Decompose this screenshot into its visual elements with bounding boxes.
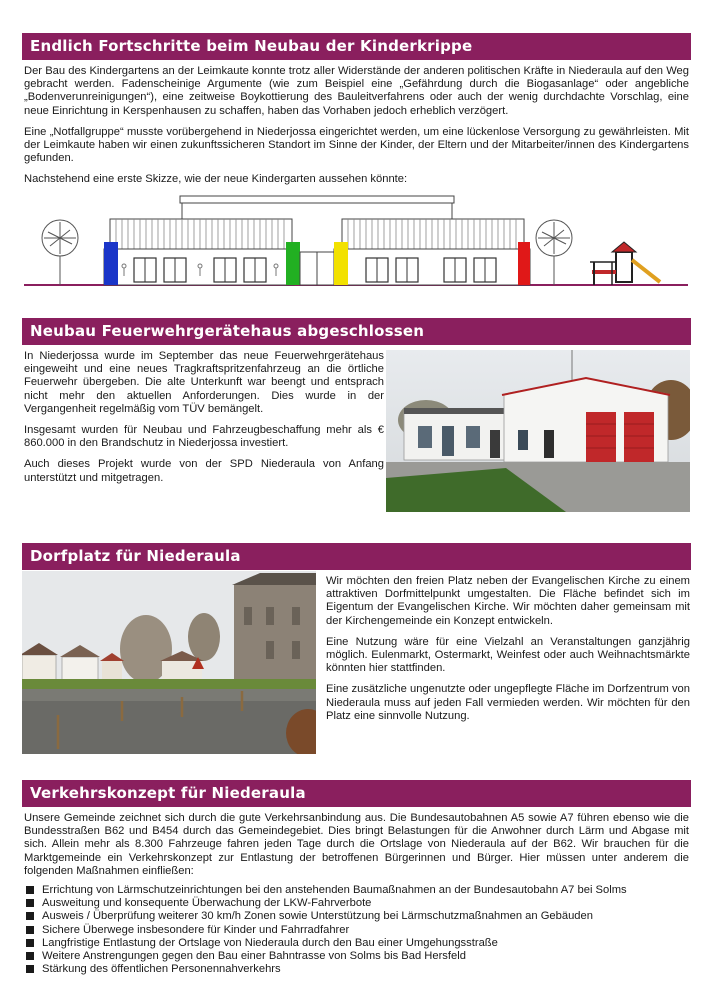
village-square-photo — [22, 571, 316, 754]
section-heading: Endlich Fortschritte beim Neubau der Kinderkrippe — [22, 33, 691, 60]
section-kinderkrippe — [22, 33, 691, 195]
list-item: Weitere Anstrengungen gegen den Bau einer Bahntrasse von Solms bis Bad Hersfeld — [24, 950, 689, 963]
paragraph: Der Bau des Kindergartens an der Leimkaute konnte trotz aller Widerstände der anderen politischen Kräfte in Niederaula auf den Weg gebracht werden. Fadenscheinige Argumente (wie zum Beispiel eine „Gefährdung durch die Biogasanlage“ oder angebliche „Bodenverunreinigungen“), eine zeitweise Boykottierung des Bauleitverfahrens oder auch der wenig durchdachte Vorschlag, eine neue Einrichtung in Kerspenhausen zu schaffen, haben das Vorhaben jedoch erheblich verzögert. — [24, 65, 689, 117]
paragraph: Wir möchten den freien Platz neben der Evangelischen Kirche zu einem attraktiven Dorfmittelpunkt umgestalten. Die Fläche befindet sich im Eigentum der Evangelischen Kirche. Wir möchten daher gemeinsam mit der Kirchengemeinde ein Konzept entwickeln. — [326, 575, 690, 627]
list-item: Ausweis / Überprüfung weiterer 30 km/h Zonen sowie Unterstützung bei Lärmschutzmaßnahmen an Gebäuden — [24, 910, 689, 923]
list-item: Ausweitung und konsequente Überwachung der LKW-Fahrverbote — [24, 897, 689, 910]
measures-list — [24, 884, 689, 976]
paragraph: Eine zusätzliche ungenutzte oder ungepflegte Fläche im Dorfzentrum von Niederaula muss auf jeden Fall vermieden werden. Wir möchten für den Platz eine sinnvolle Nutzung. — [326, 683, 690, 722]
kindergarten-sketch — [24, 192, 688, 288]
list-item: Sichere Überwege insbesondere für Kinder und Fahrradfahrer — [24, 924, 689, 937]
list-item: Errichtung von Lärmschutzeinrichtungen bei den anstehenden Baumaßnahmen an der Bundesautobahn A7 bei Solms — [24, 884, 689, 897]
paragraph: Eine „Notfallgruppe“ musste vorübergehend in Niederjossa eingerichtet werden, um eine lückenlose Versorgung zu gewährleisten. Mit der Leimkaute haben wir einen zukunftssicheren Standort im Sinne der Kinder, der Eltern und der Mitarbeiter/innen des Kindergartens gefunden. — [24, 125, 689, 165]
section-heading: Verkehrskonzept für Niederaula — [22, 780, 691, 807]
paragraph: Unsere Gemeinde zeichnet sich durch die gute Verkehrsanbindung aus. Die Bundesautobahnen A5 sowie A7 führen ebenso wie die Bundesstraßen B62 und B454 durch das Gemeindegebiet. Dies bringt Belastungen für die Anwohner durch Lärm und Abgase mit sich. Allein mehr als 8.300 Fahrzeuge fahren jeden Tage durch die Ortslage von Niederaula auf der B62. Wir brauchen für die Marktgemeinde ein Verkehrskonzept zur Entlastung der betroffenen Bürgerinnen und Bürger. Hier müssen unter anderem die folgenden Maßnahmen einfließen: — [24, 812, 689, 877]
section-heading: Dorfplatz für Niederaula — [22, 543, 691, 570]
fire-station-photo — [386, 350, 690, 512]
paragraph: In Niederjossa wurde im September das neue Feuerwehrgerätehaus eingeweiht und eine neues Tragkraftspritzenfahrzeug an die örtliche Feuerwehr übergeben. Die alte Unterkunft war beengt und entsprach nicht mehr den aktuellen Anforderungen. Dies wurde in der Vergangenheit regelmäßig vom TÜV bemängelt. — [24, 350, 384, 415]
list-item: Stärkung des öffentlichen Personennahverkehrs — [24, 963, 689, 976]
paragraph: Insgesamt wurden für Neubau und Fahrzeugbeschaffung mehr als € 860.000 in den Brandschutz in Niederjossa investiert. — [24, 424, 384, 450]
paragraph: Nachstehend eine erste Skizze, wie der neue Kindergarten aussehen könnte: — [24, 173, 408, 186]
section-verkehrskonzept — [22, 780, 691, 976]
paragraph: Auch dieses Projekt wurde von der SPD Niederaula von Anfang unterstützt und mitgetragen. — [24, 458, 384, 484]
list-item: Langfristige Entlastung der Ortslage von Niederaula durch den Bau einer Umgehungsstraße — [24, 937, 689, 950]
section-heading: Neubau Feuerwehrgerätehaus abgeschlossen — [22, 318, 691, 345]
paragraph: Eine Nutzung wäre für eine Vielzahl an Veranstaltungen ganzjährig möglich. Eulenmarkt, Ostermarkt, Weinfest oder auch Weihnachtsmärkte könnten hier stattfinden. — [326, 635, 690, 675]
